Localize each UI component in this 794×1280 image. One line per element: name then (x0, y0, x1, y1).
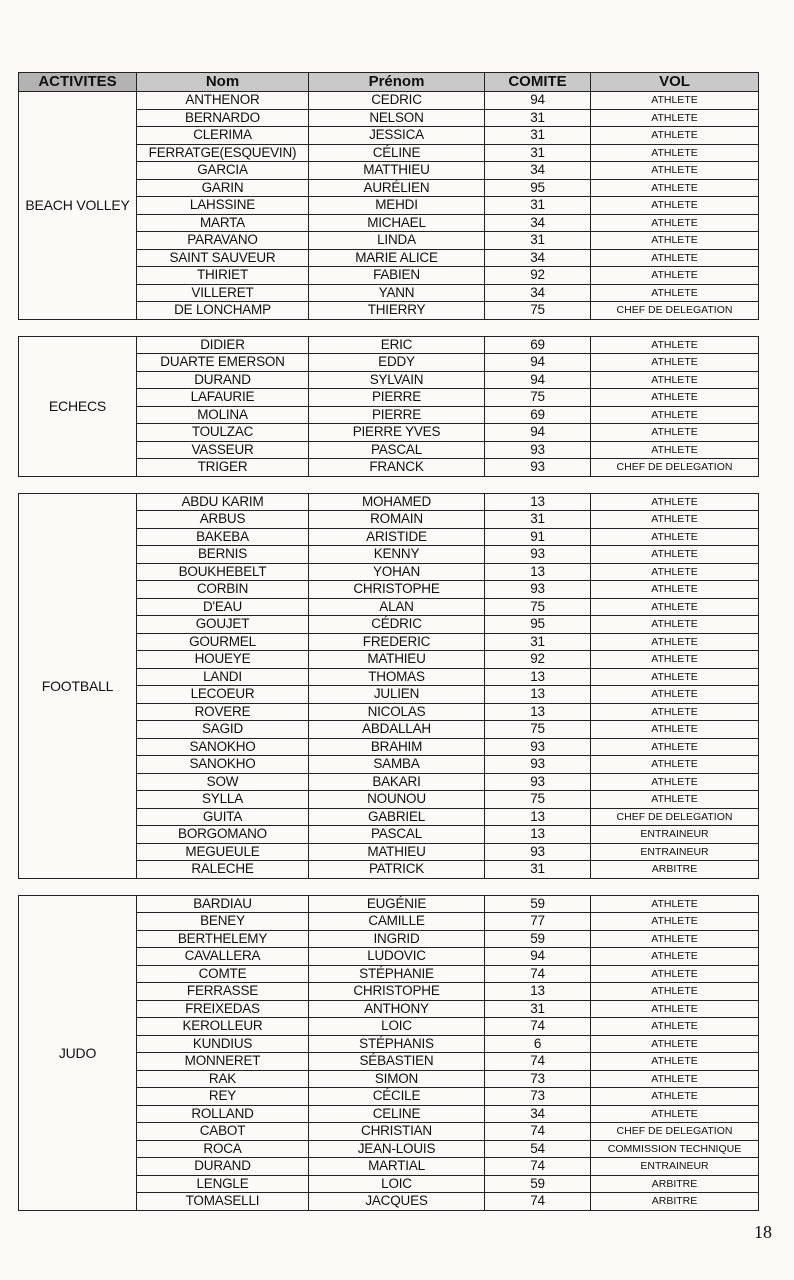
delegation-table (18, 336, 759, 477)
vol-cell: ATHLETE (591, 1070, 759, 1088)
nom-cell: ANTHENOR (137, 92, 309, 110)
vol-cell: ATHLETE (591, 424, 759, 442)
comite-cell: 6 (485, 1035, 591, 1053)
nom-cell: VILLERET (137, 284, 309, 302)
comite-cell: 93 (485, 843, 591, 861)
prenom-cell: FRANCK (309, 459, 485, 477)
comite-cell: 94 (485, 92, 591, 110)
vol-cell: ATHLETE (591, 92, 759, 110)
vol-cell: ATHLETE (591, 336, 759, 354)
vol-cell: ATHLETE (591, 232, 759, 250)
vol-cell: ATHLETE (591, 633, 759, 651)
activity-block (18, 895, 758, 1211)
comite-cell: 13 (485, 808, 591, 826)
comite-cell: 94 (485, 371, 591, 389)
comite-cell: 13 (485, 493, 591, 511)
vol-cell: ATHLETE (591, 546, 759, 564)
nom-cell: MOLINA (137, 406, 309, 424)
comite-cell: 13 (485, 686, 591, 704)
prenom-cell: CELINE (309, 1105, 485, 1123)
comite-cell: 75 (485, 598, 591, 616)
comite-cell: 31 (485, 633, 591, 651)
prenom-cell: SIMON (309, 1070, 485, 1088)
header-vol: VOL (591, 73, 759, 92)
vol-cell: ATHLETE (591, 249, 759, 267)
nom-cell: SOW (137, 773, 309, 791)
nom-cell: BAKEBA (137, 528, 309, 546)
nom-cell: LANDI (137, 668, 309, 686)
vol-cell: ATHLETE (591, 598, 759, 616)
comite-cell: 74 (485, 1123, 591, 1141)
prenom-cell: MICHAEL (309, 214, 485, 232)
vol-cell: ATHLETE (591, 930, 759, 948)
comite-cell: 94 (485, 948, 591, 966)
vol-cell: ATHLETE (591, 948, 759, 966)
vol-cell: ATHLETE (591, 197, 759, 215)
prenom-cell: AURÉLIEN (309, 179, 485, 197)
activity-label: FOOTBALL (19, 493, 137, 878)
nom-cell: PARAVANO (137, 232, 309, 250)
vol-cell: ATHLETE (591, 913, 759, 931)
comite-cell: 31 (485, 127, 591, 145)
nom-cell: LENGLE (137, 1175, 309, 1193)
prenom-cell: CÉCILE (309, 1088, 485, 1106)
nom-cell: SYLLA (137, 791, 309, 809)
comite-cell: 77 (485, 913, 591, 931)
comite-cell: 31 (485, 144, 591, 162)
nom-cell: FREIXEDAS (137, 1000, 309, 1018)
nom-cell: ROLLAND (137, 1105, 309, 1123)
prenom-cell: GABRIEL (309, 808, 485, 826)
vol-cell: ATHLETE (591, 756, 759, 774)
page-number: 18 (754, 1222, 772, 1242)
nom-cell: FERRATGE(ESQUEVIN) (137, 144, 309, 162)
nom-cell: BORGOMANO (137, 826, 309, 844)
nom-cell: ARBUS (137, 511, 309, 529)
vol-cell: CHEF DE DELEGATION (591, 459, 759, 477)
activity-label: ECHECS (19, 336, 137, 476)
comite-cell: 93 (485, 546, 591, 564)
nom-cell: MONNERET (137, 1053, 309, 1071)
vol-cell: ATHLETE (591, 983, 759, 1001)
nom-cell: ROCA (137, 1140, 309, 1158)
vol-cell: ATHLETE (591, 354, 759, 372)
comite-cell: 93 (485, 773, 591, 791)
vol-cell: ATHLETE (591, 1000, 759, 1018)
prenom-cell: ANTHONY (309, 1000, 485, 1018)
comite-cell: 92 (485, 267, 591, 285)
activity-block (18, 336, 758, 477)
comite-cell: 34 (485, 284, 591, 302)
prenom-cell: PASCAL (309, 826, 485, 844)
comite-cell: 31 (485, 861, 591, 879)
comite-cell: 93 (485, 738, 591, 756)
vol-cell: ATHLETE (591, 651, 759, 669)
comite-cell: 74 (485, 965, 591, 983)
prenom-cell: FABIEN (309, 267, 485, 285)
prenom-cell: LOIC (309, 1175, 485, 1193)
vol-cell: ATHLETE (591, 721, 759, 739)
vol-cell: ATHLETE (591, 686, 759, 704)
prenom-cell: PIERRE (309, 389, 485, 407)
nom-cell: GARCIA (137, 162, 309, 180)
prenom-cell: PASCAL (309, 441, 485, 459)
vol-cell: ATHLETE (591, 738, 759, 756)
prenom-cell: YANN (309, 284, 485, 302)
vol-cell: ATHLETE (591, 493, 759, 511)
vol-cell: ATHLETE (591, 528, 759, 546)
vol-cell: ATHLETE (591, 389, 759, 407)
prenom-cell: PIERRE YVES (309, 424, 485, 442)
nom-cell: CLERIMA (137, 127, 309, 145)
vol-cell: ATHLETE (591, 284, 759, 302)
nom-cell: BARDIAU (137, 895, 309, 913)
comite-cell: 13 (485, 563, 591, 581)
vol-cell: ATHLETE (591, 267, 759, 285)
prenom-cell: STÉPHANIS (309, 1035, 485, 1053)
header-comite: COMITE (485, 73, 591, 92)
vol-cell: ATHLETE (591, 109, 759, 127)
activity-label: JUDO (19, 895, 137, 1210)
nom-cell: LAFAURIE (137, 389, 309, 407)
prenom-cell: EUGÉNIE (309, 895, 485, 913)
nom-cell: ABDU KARIM (137, 493, 309, 511)
nom-cell: SAINT SAUVEUR (137, 249, 309, 267)
nom-cell: CABOT (137, 1123, 309, 1141)
nom-cell: GARIN (137, 179, 309, 197)
nom-cell: HOUEYE (137, 651, 309, 669)
comite-cell: 73 (485, 1070, 591, 1088)
vol-cell: ATHLETE (591, 162, 759, 180)
nom-cell: GOURMEL (137, 633, 309, 651)
nom-cell: SANOKHO (137, 756, 309, 774)
vol-cell: ATHLETE (591, 1035, 759, 1053)
delegation-table (18, 493, 759, 879)
comite-cell: 75 (485, 389, 591, 407)
header-activites: ACTIVITES (19, 73, 137, 92)
comite-cell: 75 (485, 302, 591, 320)
nom-cell: SAGID (137, 721, 309, 739)
nom-cell: LECOEUR (137, 686, 309, 704)
comite-cell: 31 (485, 1000, 591, 1018)
activity-label: BEACH VOLLEY (19, 92, 137, 320)
activity-block (18, 493, 758, 879)
prenom-cell: MATHIEU (309, 651, 485, 669)
prenom-cell: JULIEN (309, 686, 485, 704)
vol-cell: ATHLETE (591, 406, 759, 424)
comite-cell: 34 (485, 214, 591, 232)
activity-block (18, 72, 758, 320)
comite-cell: 75 (485, 721, 591, 739)
prenom-cell: FREDERIC (309, 633, 485, 651)
comite-cell: 94 (485, 424, 591, 442)
prenom-cell: KENNY (309, 546, 485, 564)
delegation-table (18, 72, 759, 320)
comite-cell: 75 (485, 791, 591, 809)
vol-cell: ARBITRE (591, 1193, 759, 1211)
comite-cell: 59 (485, 930, 591, 948)
prenom-cell: PIERRE (309, 406, 485, 424)
vol-cell: ENTRAINEUR (591, 1158, 759, 1176)
vol-cell: ATHLETE (591, 791, 759, 809)
nom-cell: MEGUEULE (137, 843, 309, 861)
prenom-cell: CEDRIC (309, 92, 485, 110)
prenom-cell: MATTHIEU (309, 162, 485, 180)
nom-cell: COMTE (137, 965, 309, 983)
comite-cell: 74 (485, 1158, 591, 1176)
nom-cell: D'EAU (137, 598, 309, 616)
comite-cell: 94 (485, 354, 591, 372)
delegation-sheet (18, 72, 758, 1227)
nom-cell: SANOKHO (137, 738, 309, 756)
vol-cell: ATHLETE (591, 965, 759, 983)
prenom-cell: JESSICA (309, 127, 485, 145)
comite-cell: 69 (485, 406, 591, 424)
vol-cell: ARBITRE (591, 861, 759, 879)
vol-cell: ATHLETE (591, 616, 759, 634)
nom-cell: KEROLLEUR (137, 1018, 309, 1036)
prenom-cell: MARTIAL (309, 1158, 485, 1176)
comite-cell: 59 (485, 1175, 591, 1193)
prenom-cell: LUDOVIC (309, 948, 485, 966)
comite-cell: 92 (485, 651, 591, 669)
prenom-cell: SAMBA (309, 756, 485, 774)
prenom-cell: ROMAIN (309, 511, 485, 529)
prenom-cell: YOHAN (309, 563, 485, 581)
comite-cell: 34 (485, 1105, 591, 1123)
comite-cell: 74 (485, 1018, 591, 1036)
nom-cell: BERNARDO (137, 109, 309, 127)
comite-cell: 91 (485, 528, 591, 546)
vol-cell: ENTRAINEUR (591, 826, 759, 844)
nom-cell: RALECHE (137, 861, 309, 879)
prenom-cell: BAKARI (309, 773, 485, 791)
prenom-cell: INGRID (309, 930, 485, 948)
vol-cell: ATHLETE (591, 668, 759, 686)
nom-cell: KUNDIUS (137, 1035, 309, 1053)
vol-cell: ARBITRE (591, 1175, 759, 1193)
nom-cell: ROVERE (137, 703, 309, 721)
comite-cell: 13 (485, 703, 591, 721)
nom-cell: DURAND (137, 371, 309, 389)
prenom-cell: EDDY (309, 354, 485, 372)
nom-cell: DUARTE EMERSON (137, 354, 309, 372)
header-row (19, 73, 759, 92)
prenom-cell: ALAN (309, 598, 485, 616)
comite-cell: 31 (485, 109, 591, 127)
prenom-cell: CHRISTIAN (309, 1123, 485, 1141)
prenom-cell: CÉLINE (309, 144, 485, 162)
prenom-cell: JACQUES (309, 1193, 485, 1211)
prenom-cell: CHRISTOPHE (309, 983, 485, 1001)
comite-cell: 95 (485, 616, 591, 634)
comite-cell: 13 (485, 668, 591, 686)
comite-cell: 74 (485, 1053, 591, 1071)
header-prenom: Prénom (309, 73, 485, 92)
vol-cell: ATHLETE (591, 144, 759, 162)
comite-cell: 34 (485, 249, 591, 267)
nom-cell: BOUKHEBELT (137, 563, 309, 581)
nom-cell: THIRIET (137, 267, 309, 285)
vol-cell: ENTRAINEUR (591, 843, 759, 861)
nom-cell: BERNIS (137, 546, 309, 564)
prenom-cell: CÉDRIC (309, 616, 485, 634)
comite-cell: 54 (485, 1140, 591, 1158)
vol-cell: ATHLETE (591, 563, 759, 581)
comite-cell: 13 (485, 826, 591, 844)
nom-cell: TOULZAC (137, 424, 309, 442)
table-row (19, 336, 759, 354)
table-row (19, 493, 759, 511)
comite-cell: 31 (485, 197, 591, 215)
prenom-cell: THOMAS (309, 668, 485, 686)
nom-cell: RAK (137, 1070, 309, 1088)
prenom-cell: SÉBASTIEN (309, 1053, 485, 1071)
nom-cell: REY (137, 1088, 309, 1106)
comite-cell: 59 (485, 895, 591, 913)
comite-cell: 31 (485, 511, 591, 529)
vol-cell: ATHLETE (591, 1053, 759, 1071)
prenom-cell: MARIE ALICE (309, 249, 485, 267)
prenom-cell: NICOLAS (309, 703, 485, 721)
comite-cell: 73 (485, 1088, 591, 1106)
comite-cell: 34 (485, 162, 591, 180)
prenom-cell: MEHDI (309, 197, 485, 215)
nom-cell: LAHSSINE (137, 197, 309, 215)
comite-cell: 13 (485, 983, 591, 1001)
vol-cell: ATHLETE (591, 441, 759, 459)
prenom-cell: NELSON (309, 109, 485, 127)
nom-cell: DURAND (137, 1158, 309, 1176)
vol-cell: ATHLETE (591, 581, 759, 599)
vol-cell: ATHLETE (591, 511, 759, 529)
comite-cell: 93 (485, 459, 591, 477)
nom-cell: FERRASSE (137, 983, 309, 1001)
vol-cell: CHEF DE DELEGATION (591, 1123, 759, 1141)
prenom-cell: MOHAMED (309, 493, 485, 511)
prenom-cell: CHRISTOPHE (309, 581, 485, 599)
prenom-cell: SYLVAIN (309, 371, 485, 389)
nom-cell: MARTA (137, 214, 309, 232)
prenom-cell: MATHIEU (309, 843, 485, 861)
prenom-cell: PATRICK (309, 861, 485, 879)
vol-cell: CHEF DE DELEGATION (591, 302, 759, 320)
nom-cell: TRIGER (137, 459, 309, 477)
comite-cell: 31 (485, 232, 591, 250)
prenom-cell: ABDALLAH (309, 721, 485, 739)
header-nom: Nom (137, 73, 309, 92)
table-row (19, 92, 759, 110)
prenom-cell: LOIC (309, 1018, 485, 1036)
nom-cell: VASSEUR (137, 441, 309, 459)
vol-cell: ATHLETE (591, 703, 759, 721)
vol-cell: CHEF DE DELEGATION (591, 808, 759, 826)
prenom-cell: STÉPHANIE (309, 965, 485, 983)
vol-cell: ATHLETE (591, 1105, 759, 1123)
nom-cell: GUITA (137, 808, 309, 826)
vol-cell: ATHLETE (591, 1018, 759, 1036)
nom-cell: DIDIER (137, 336, 309, 354)
nom-cell: CAVALLERA (137, 948, 309, 966)
prenom-cell: BRAHIM (309, 738, 485, 756)
prenom-cell: THIERRY (309, 302, 485, 320)
vol-cell: COMMISSION TECHNIQUE (591, 1140, 759, 1158)
vol-cell: ATHLETE (591, 1088, 759, 1106)
table-row (19, 895, 759, 913)
nom-cell: GOUJET (137, 616, 309, 634)
prenom-cell: ARISTIDE (309, 528, 485, 546)
vol-cell: ATHLETE (591, 214, 759, 232)
prenom-cell: NOUNOU (309, 791, 485, 809)
vol-cell: ATHLETE (591, 127, 759, 145)
comite-cell: 93 (485, 441, 591, 459)
nom-cell: BENEY (137, 913, 309, 931)
nom-cell: CORBIN (137, 581, 309, 599)
comite-cell: 74 (485, 1193, 591, 1211)
prenom-cell: ERIC (309, 336, 485, 354)
nom-cell: TOMASELLI (137, 1193, 309, 1211)
vol-cell: ATHLETE (591, 773, 759, 791)
comite-cell: 95 (485, 179, 591, 197)
prenom-cell: LINDA (309, 232, 485, 250)
comite-cell: 93 (485, 581, 591, 599)
vol-cell: ATHLETE (591, 371, 759, 389)
comite-cell: 69 (485, 336, 591, 354)
vol-cell: ATHLETE (591, 895, 759, 913)
comite-cell: 93 (485, 756, 591, 774)
delegation-table (18, 895, 759, 1211)
prenom-cell: CAMILLE (309, 913, 485, 931)
vol-cell: ATHLETE (591, 179, 759, 197)
nom-cell: DE LONCHAMP (137, 302, 309, 320)
prenom-cell: JEAN-LOUIS (309, 1140, 485, 1158)
nom-cell: BERTHELEMY (137, 930, 309, 948)
